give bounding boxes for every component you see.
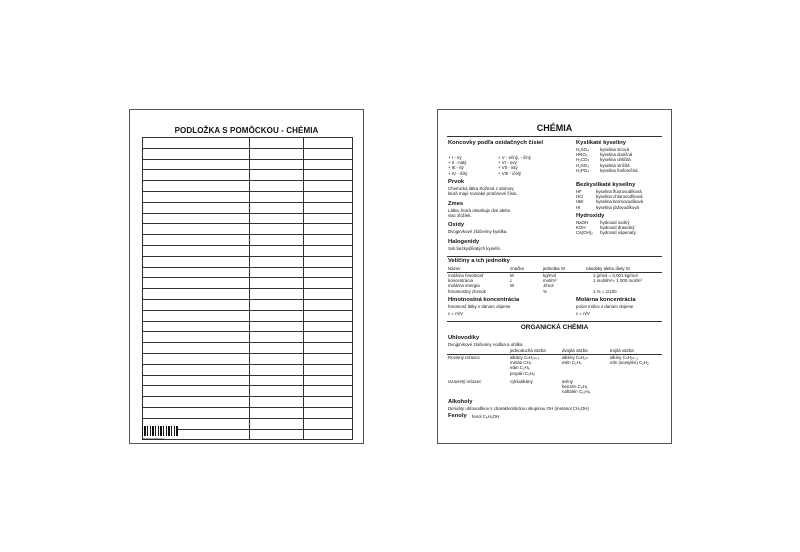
halogenidy-text: Soli bezkyslíkatých kyselín. xyxy=(448,246,502,251)
bezkyslikate-name: kyselina jódovodíková xyxy=(596,204,639,210)
table-cell xyxy=(250,407,304,418)
hydroxidy-heading: Hydroxidy xyxy=(576,213,605,219)
table-cell xyxy=(304,224,353,235)
uzavrety-label: Uzavretý reťazec xyxy=(448,379,482,384)
table-cell xyxy=(143,375,250,386)
hydroxidy-formula: NaOH xyxy=(576,220,589,225)
alkan-item: metán CH₄ xyxy=(510,360,532,366)
table-cell xyxy=(250,170,304,181)
table-row xyxy=(143,343,353,354)
table-row xyxy=(143,289,353,300)
koncovky-item: + IV - ičitý xyxy=(448,170,468,176)
table-cell xyxy=(250,364,304,375)
table-cell xyxy=(304,343,353,354)
table-cell xyxy=(143,245,250,256)
table-cell xyxy=(304,353,353,364)
molarna-text: počet mólov v danom objeme xyxy=(576,304,634,309)
table-cell xyxy=(143,364,250,375)
table-cell xyxy=(250,397,304,408)
veliciny-cell: 1 g/mol = 0,001 kg/mol xyxy=(593,273,638,278)
table-cell xyxy=(304,332,353,343)
koncovky-item: + II - natý xyxy=(448,160,467,166)
table-cell xyxy=(304,375,353,386)
table-row xyxy=(143,386,353,397)
koncovky-item: + III - itý xyxy=(448,165,464,171)
alkan-item: propán C₃H₈ xyxy=(510,370,535,376)
uzavrety-double xyxy=(562,379,590,395)
molarna-formula: c = n/V xyxy=(576,311,590,316)
table-cell xyxy=(304,299,353,310)
kyslikate-list xyxy=(576,147,589,173)
table-cell xyxy=(304,213,353,224)
veliciny-cell: J/mol xyxy=(543,283,554,289)
kyslikate-formula: H₂SO₄ xyxy=(576,147,590,152)
kyslikate-formula: H₂SO₃ xyxy=(576,162,590,168)
alkan-item: alkány CₙH₂ₙ₊₂ xyxy=(510,355,540,360)
table-row xyxy=(143,148,353,159)
right-sheet-title: CHÉMIA xyxy=(536,123,573,133)
table-cell xyxy=(304,256,353,267)
veliciny-cell: 1 mol/dm³= 1 000 mol/m³ xyxy=(593,278,642,284)
table-cell xyxy=(143,256,250,267)
table-cell xyxy=(304,429,353,440)
table-cell xyxy=(143,321,250,332)
table-cell xyxy=(304,181,353,192)
table-cell xyxy=(143,235,250,246)
zmes-line: Látka, ktorá obsahuje dve alebo xyxy=(448,208,511,213)
veliciny-cell: c xyxy=(510,278,513,284)
table-row xyxy=(143,202,353,213)
bezkyslikate-heading: Bezkyslíkaté kyseliny xyxy=(576,182,636,188)
table-row xyxy=(143,181,353,192)
veliciny-cell: hmotnostný zlomok xyxy=(448,288,486,294)
table-row xyxy=(143,138,353,149)
table-cell xyxy=(304,148,353,159)
table-cell xyxy=(250,245,304,256)
zmes-heading: Zmes xyxy=(448,201,464,207)
organic-title: ORGANICKÁ CHÉMIA xyxy=(520,324,589,331)
table-cell xyxy=(143,181,250,192)
kyslikate-name: kyselina siričitá xyxy=(600,162,630,168)
bond-header: dvojitá väzba xyxy=(562,348,588,353)
table-cell xyxy=(143,278,250,289)
table-cell xyxy=(250,386,304,397)
hmotnostna-heading: Hmotnostná koncentrácia xyxy=(448,297,520,303)
table-row xyxy=(143,245,353,256)
table-cell xyxy=(250,159,304,170)
table-cell xyxy=(143,213,250,224)
table-cell xyxy=(304,159,353,170)
veliciny-units xyxy=(543,273,556,294)
veliciny-heading: Veličiny a ich jednotky xyxy=(448,258,510,264)
table-row xyxy=(143,224,353,235)
uzavrety-simple: cykloalkány xyxy=(510,379,533,384)
koncovky-item: + VI - ový xyxy=(498,160,517,166)
kyslikate-names xyxy=(600,147,638,173)
alkin-item: alkíny CₙH₂ₙ₋₂ xyxy=(610,355,639,360)
table-cell xyxy=(304,397,353,408)
alkan-item: etán C₂H₆ xyxy=(510,365,530,371)
table-cell xyxy=(250,181,304,192)
bezkyslikate-formula: HCl xyxy=(576,194,584,200)
table-cell xyxy=(304,202,353,213)
molarna-heading: Molárna koncentrácia xyxy=(576,297,636,303)
table-cell xyxy=(143,353,250,364)
table-row xyxy=(143,407,353,418)
alkoholy-heading: Alkoholy xyxy=(448,399,473,405)
alkoholy-text: Deriváty uhľovodíkov s charakteristickou skupinou OH (metanol CH₃OH) xyxy=(448,406,589,411)
veliciny-cell: mol/m³ xyxy=(543,278,557,284)
veliciny-col-header: násobky alebo diely SI xyxy=(586,266,630,271)
table-row xyxy=(143,159,353,170)
fenoly-text: fenol C₆H₅OH xyxy=(472,414,500,419)
table-cell xyxy=(250,267,304,278)
veliciny-names xyxy=(448,273,486,294)
kyslikate-name: kyselina uhličitá xyxy=(600,157,631,163)
table-cell xyxy=(250,191,304,202)
halogenidy-heading: Halogenidy xyxy=(448,239,480,245)
table-cell xyxy=(304,235,353,246)
right-sheet-reference xyxy=(437,109,672,444)
kyslikate-formula: H₃PO₄ xyxy=(576,167,590,173)
zmes-line: viac zložiek. xyxy=(448,213,472,219)
table-cell xyxy=(304,278,353,289)
table-cell xyxy=(143,332,250,343)
bezkyslikate-names xyxy=(596,189,643,210)
table-cell xyxy=(143,310,250,321)
table-row xyxy=(143,235,353,246)
kyslikate-heading: Kyslíkaté kyseliny xyxy=(576,140,626,146)
kyslikate-name: kyselina fosforečná xyxy=(600,167,638,173)
table-cell xyxy=(250,375,304,386)
table-cell xyxy=(250,343,304,354)
table-cell xyxy=(250,289,304,300)
table-cell xyxy=(250,332,304,343)
alken-item: etén C₂H₄ xyxy=(562,360,582,366)
veliciny-col-header: Názov xyxy=(448,266,461,271)
prvok-line: Chemická látka zložená z atómov, xyxy=(448,186,515,191)
bezkyslikate-formula: HBr xyxy=(576,199,584,205)
left-sheet-title: PODLOŽKA S POMÔCKOU - CHÉMIA xyxy=(174,126,319,135)
table-cell xyxy=(250,310,304,321)
hydroxidy-name: hydroxid vápenatý xyxy=(600,230,636,236)
bond-header: trojitá väzba xyxy=(610,348,634,353)
table-row xyxy=(143,278,353,289)
kyslikate-name: kyselina dusičná xyxy=(600,152,633,158)
koncovky-heading: Koncovky podľa oxidačných čísiel xyxy=(448,140,544,146)
prvok-heading: Prvok xyxy=(448,179,465,185)
table-cell xyxy=(143,386,250,397)
table-cell xyxy=(304,138,353,149)
prvok-line: ktoré majú rovnaké protónové číslo. xyxy=(448,191,518,197)
table-row xyxy=(143,256,353,267)
table-cell xyxy=(250,429,304,440)
hydroxidy-name: hydroxid sodný xyxy=(600,220,630,225)
bezkyslikate-list xyxy=(576,189,584,210)
table-cell xyxy=(304,386,353,397)
prvok-text xyxy=(448,186,518,196)
table-cell xyxy=(304,170,353,181)
table-cell xyxy=(250,235,304,246)
koncovky-item: + I - ný xyxy=(448,155,462,160)
veliciny-cell: molárna energia xyxy=(448,283,480,289)
rovinny-triple xyxy=(610,355,649,365)
alken-item: alkény CₙH₂ₙ xyxy=(562,355,588,360)
rovinny-label: Rovinný reťazec xyxy=(448,355,480,360)
veliciny-cell: koncentrácia xyxy=(448,278,473,284)
veliciny-cell: M xyxy=(510,273,514,278)
aren-item: naftalén C₁₀H₈ xyxy=(562,389,591,395)
table-cell xyxy=(143,343,250,354)
kyslikate-formula: HNO₃ xyxy=(576,152,588,158)
table-row xyxy=(143,213,353,224)
rovinny-double xyxy=(562,355,587,365)
table-cell xyxy=(250,213,304,224)
hmotnostna-formula: c = m/V xyxy=(448,311,464,316)
veliciny-cell: kg/mol xyxy=(543,273,556,278)
uhlovodiky-heading: Uhlovodíky xyxy=(448,335,480,341)
table-cell xyxy=(250,299,304,310)
table-cell xyxy=(143,267,250,278)
table-row xyxy=(143,267,353,278)
bezkyslikate-formula: HF xyxy=(576,189,582,194)
table-cell xyxy=(143,202,250,213)
koncovky-col1 xyxy=(448,155,467,176)
oxidy-text: Dvojprvkové zlúčeniny kyslíka. xyxy=(448,229,508,234)
table-cell xyxy=(143,148,250,159)
table-cell xyxy=(250,418,304,429)
table-row xyxy=(143,364,353,375)
table-cell xyxy=(304,364,353,375)
bezkyslikate-formula: HI xyxy=(576,204,581,210)
table-cell xyxy=(143,224,250,235)
koncovky-col2 xyxy=(498,155,531,176)
table-cell xyxy=(250,256,304,267)
table-row xyxy=(143,375,353,386)
table-cell xyxy=(143,299,250,310)
koncovky-item: + VII - istý xyxy=(498,165,518,171)
table-cell xyxy=(304,267,353,278)
hydroxidy-names xyxy=(600,220,636,236)
kyslikate-formula: H₂CO₃ xyxy=(576,157,590,163)
barcode-number: 8588007355029 xyxy=(142,437,164,441)
veliciny-cell: W xyxy=(510,283,515,289)
kyslikate-name: kyselina sírová xyxy=(600,147,630,152)
alkin-item: etín (acetylén) C₂H₂ xyxy=(610,360,649,366)
aren-item: arény xyxy=(562,379,573,384)
table-row xyxy=(143,332,353,343)
hydroxidy-name: hydroxid draselný xyxy=(600,225,635,231)
hmotnostna-text: hmotnosť látky v danom objeme xyxy=(448,304,511,309)
organic-divider xyxy=(447,321,662,322)
zmes-text xyxy=(448,208,510,218)
table-cell xyxy=(143,159,250,170)
koncovky-item: + V - ečný, - ičný xyxy=(498,155,531,160)
table-cell xyxy=(250,202,304,213)
table-row xyxy=(143,299,353,310)
title-divider xyxy=(447,136,662,137)
aren-item: benzén C₆H₆ xyxy=(562,384,588,390)
table-cell xyxy=(250,148,304,159)
bezkyslikate-name: kyselina bromovodíková xyxy=(596,199,644,205)
table-cell xyxy=(250,321,304,332)
uhlovodiky-text: Dvojprvkové zlúčeniny vodíka a uhlíka xyxy=(448,342,523,347)
veliciny-symbols xyxy=(510,273,514,289)
veliciny-col-header: jednotka SI xyxy=(543,266,565,271)
oxidy-heading: Oxidy xyxy=(448,222,465,228)
left-sheet-worksheet xyxy=(129,109,364,444)
table-cell xyxy=(304,418,353,429)
table-cell xyxy=(304,191,353,202)
barcode-icon xyxy=(142,426,178,436)
veliciny-multiples xyxy=(593,273,642,294)
veliciny-cell: molárna hmotnosť xyxy=(448,273,484,278)
table-cell xyxy=(304,245,353,256)
table-cell xyxy=(250,138,304,149)
veliciny-cell: % xyxy=(543,288,547,294)
table-cell xyxy=(143,397,250,408)
table-cell xyxy=(304,289,353,300)
table-cell xyxy=(250,353,304,364)
rovinny-simple xyxy=(510,355,539,376)
bezkyslikate-name: kyselina fluorovodíková xyxy=(596,189,642,194)
table-row xyxy=(143,397,353,408)
table-cell xyxy=(143,191,250,202)
hydroxidy-formula: KOH xyxy=(576,225,586,231)
table-row xyxy=(143,321,353,332)
bond-header: jednoduchá väzba xyxy=(510,348,546,353)
table-cell xyxy=(304,310,353,321)
table-cell xyxy=(304,407,353,418)
table-cell xyxy=(250,224,304,235)
koncovky-item: + VIII - ičelý xyxy=(498,170,522,176)
table-row xyxy=(143,191,353,202)
table-cell xyxy=(143,170,250,181)
blank-table xyxy=(142,137,353,440)
veliciny-divider xyxy=(447,256,662,257)
veliciny-col-header: značka xyxy=(510,266,524,271)
veliciny-cell: 1 % = 1/100 xyxy=(593,288,617,294)
bezkyslikate-name: kyselina chlorovodíková xyxy=(596,194,643,200)
table-row xyxy=(143,353,353,364)
table-cell xyxy=(304,321,353,332)
table-row xyxy=(143,170,353,181)
table-cell xyxy=(250,278,304,289)
hydroxidy-list xyxy=(576,220,593,236)
fenoly-heading: Fenoly xyxy=(448,413,467,419)
table-row xyxy=(143,310,353,321)
table-cell xyxy=(143,407,250,418)
table-cell xyxy=(143,138,250,149)
table-cell xyxy=(143,289,250,300)
hydroxidy-formula: Ca(OH)₂ xyxy=(576,230,593,236)
